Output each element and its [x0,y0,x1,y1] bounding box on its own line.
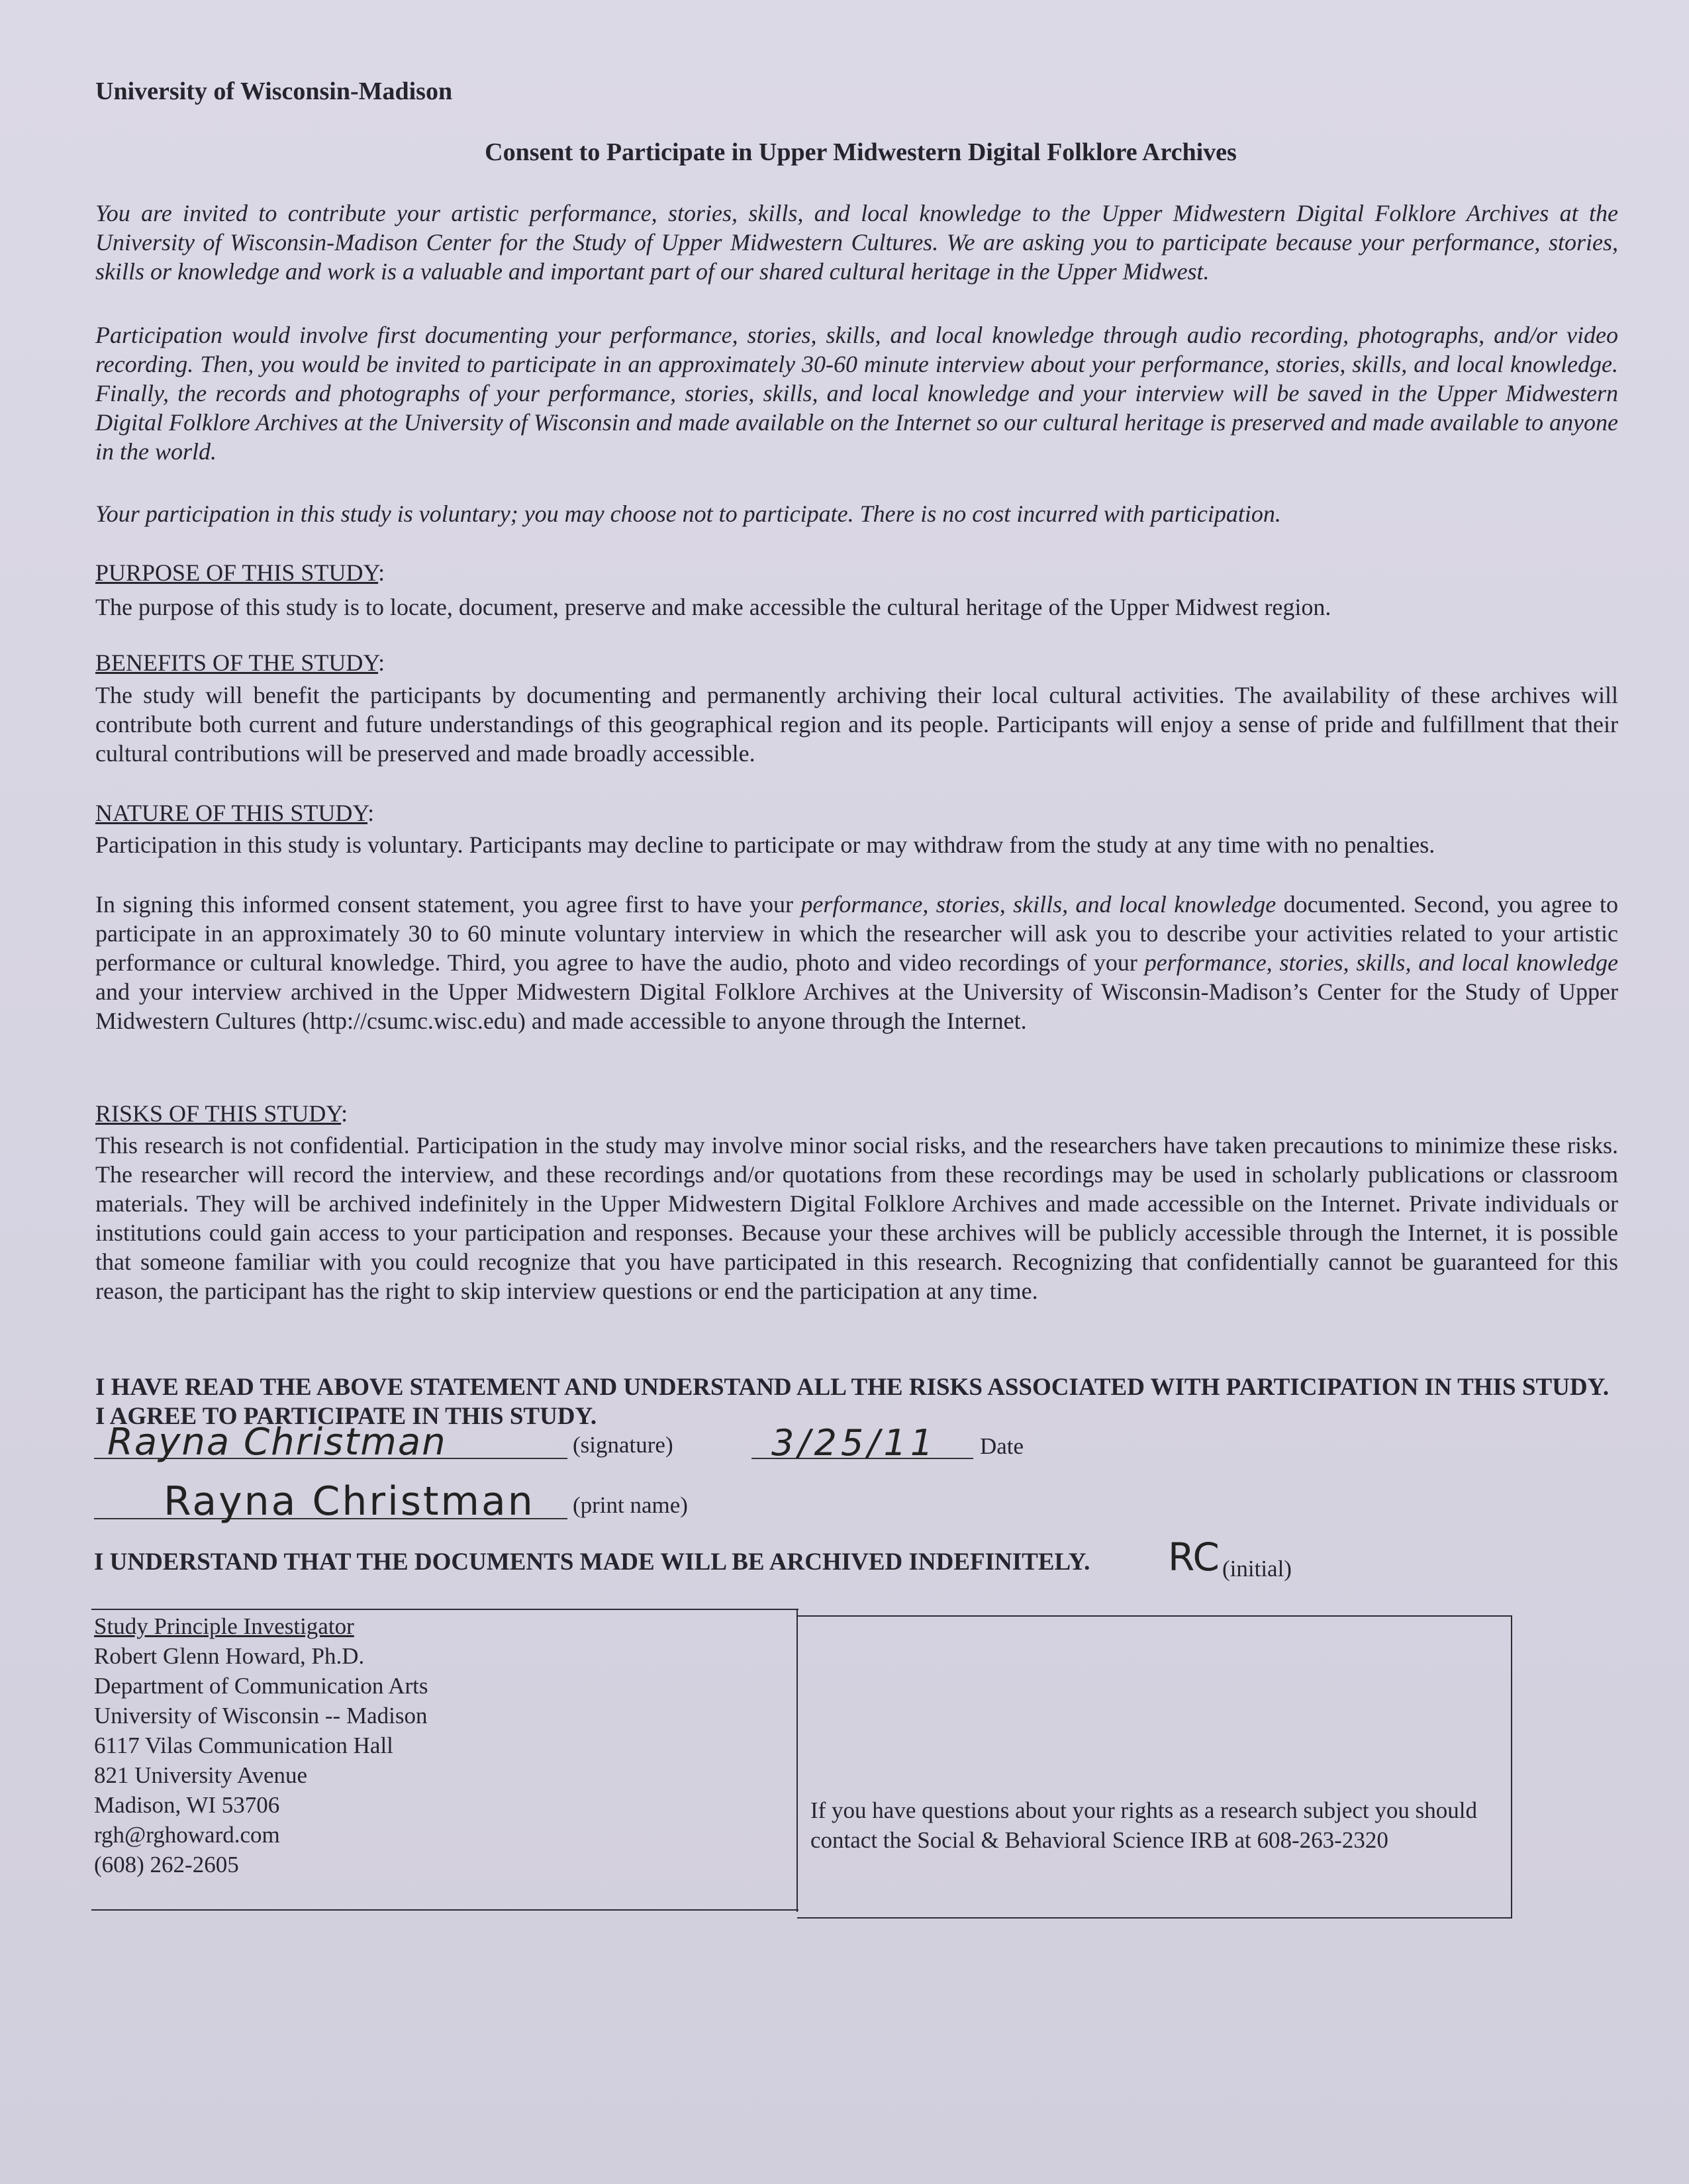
intro-paragraph-3: Your participation in this study is voluntary; you may choose not to participate. There is no cost incurred with participation. [95,500,1281,527]
investigator-university: University of Wisconsin -- Madison [94,1703,428,1729]
institution-name: University of Wisconsin-Madison [95,77,453,105]
agreement-statement: I HAVE READ THE ABOVE STATEMENT AND UNDERSTAND ALL THE RISKS ASSOCIATED WITH PARTICIPATION IN THIS STUDY. I AGREE TO PARTICIPATE IN THIS STUDY. [95,1374,1610,1430]
archive-statement: I UNDERSTAND THAT THE DOCUMENTS MADE WILL BE ARCHIVED INDEFINITELY. [94,1548,1090,1576]
handwritten-signature: Rayna Christman [107,1421,447,1464]
investigator-heading: Study Principle Investigator [94,1613,354,1639]
irb-contact: If you have questions about your rights as a research subject you should contact the Social & Behavioral Science IRB at 608-263-2320 [810,1797,1477,1853]
purpose-body: The purpose of this study is to locate, document, preserve and make accessible the cultural heritage of the Upper Midwest region. [95,594,1331,620]
print-name-label: (print name) [573,1492,688,1518]
form-title: Consent to Participate in Upper Midwestern Digital Folklore Archives [485,138,1237,166]
investigator-city: Madison, WI 53706 [94,1792,280,1818]
table-bottom-border-left [91,1909,798,1911]
investigator-street: 821 University Avenue [94,1762,308,1788]
table-bottom-border-right [797,1917,1512,1919]
date-label: Date [980,1433,1024,1459]
investigator-name: Robert Glenn Howard, Ph.D. [94,1643,365,1669]
benefits-heading: BENEFITS OF THE STUDY: [95,649,385,676]
initial-label: (initial) [1222,1556,1292,1582]
table-divider [796,1609,798,1912]
investigator-email[interactable]: rgh@rghoward.com [94,1822,280,1848]
investigator-block [94,1611,428,1879]
benefits-body: The study will benefit the participants by documenting and permanently archiving their local cultural activities. The availability of these archives will contribute both current and future understandings of this geographical region and its people. Participants will enjoy a sense of pride and fulfillment that their cultural contributions will be preserved and made broadly accessible. [95,682,1618,767]
signature-label: (signature) [573,1432,673,1458]
intro-paragraph-2: Participation would involve first documenting your performance, stories, skills, and local knowledge through audio recording, photographs, and/or video recording. Then, you would be invited to participate in an approximately 30-60 minute interview about your performance, stories, skills, and local knowledge. Finally, the records and photographs of your performance, stories, skills, and local knowledge and your interview will be saved in the Upper Midwestern Digital Folklore Archives at the University of Wisconsin and made available on the Internet so our cultural heritage is preserved and made available to anyone in the world. [95,322,1618,465]
signing-paragraph: In signing this informed consent statement, you agree first to have your performance, stories, skills, and local knowledge documented. Second, you agree to participate in an approximately 30 to 60 minute voluntary interview in which the researcher will ask you to describe your activities related to your artistic performance or cultural knowledge. Third, you agree to have the audio, photo and video recordings of your performance, stories, skills, and local knowledge and your interview archived in the Upper Midwestern Digital Folklore Archives at the University of Wisconsin-Madison’s Center for the Study of Upper Midwestern Cultures (http://csumc.wisc.edu) and made accessible to anyone through the Internet. [95,891,1619,1034]
handwritten-initials[interactable]: RC [1168,1535,1220,1580]
intro-paragraph-1: You are invited to contribute your artistic performance, stories, skills, and local knowledge to the Upper Midwestern Digital Folklore Archives at the University of Wisconsin-Madison Center for the Study of Upper Midwestern Cultures. We are asking you to participate because your performance, stories, skills or knowledge and work is a valuable and important part of our shared cultural heritage in the Upper Midwest. [95,200,1618,285]
handwritten-print-name: Rayna Christman [164,1478,535,1525]
investigator-phone: (608) 262-2605 [94,1852,239,1877]
risks-heading: RISKS OF THIS STUDY: [95,1100,348,1127]
nature-body: Participation in this study is voluntary. Participants may decline to participate or may withdraw from the study at any time with no penalties. [95,831,1435,858]
handwritten-date: 3/25/11 [771,1422,938,1464]
risks-body: This research is not confidential. Participation in the study may involve minor social risks, and the researchers have taken precautions to minimize these risks. The researcher will record the interview, and these recordings and/or quotations from these recordings may be used in scholarly publications or classroom materials. They will be archived indefinitely in the Upper Midwestern Digital Folklore Archives and made accessible on the Internet. Private individuals or institutions could gain access to your participation and responses. Because your these archives will be publicly accessible through the Internet, it is possible that someone familiar with you could recognize that you have participated in this research. Recognizing that confidentially cannot be guaranteed for this reason, the participant has the right to skip interview questions or end the participation at any time. [95,1132,1618,1304]
table-top-border-left [91,1609,798,1610]
nature-heading: NATURE OF THIS STUDY: [95,800,375,826]
table-top-border-right [797,1615,1512,1617]
date-field[interactable] [751,1422,973,1464]
table-right-border [1511,1615,1512,1919]
print-name-field[interactable] [94,1478,567,1525]
investigator-office: 6117 Vilas Communication Hall [94,1733,393,1758]
purpose-heading: PURPOSE OF THIS STUDY: [95,559,385,586]
signature-field[interactable] [94,1421,567,1464]
investigator-department: Department of Communication Arts [94,1673,428,1699]
